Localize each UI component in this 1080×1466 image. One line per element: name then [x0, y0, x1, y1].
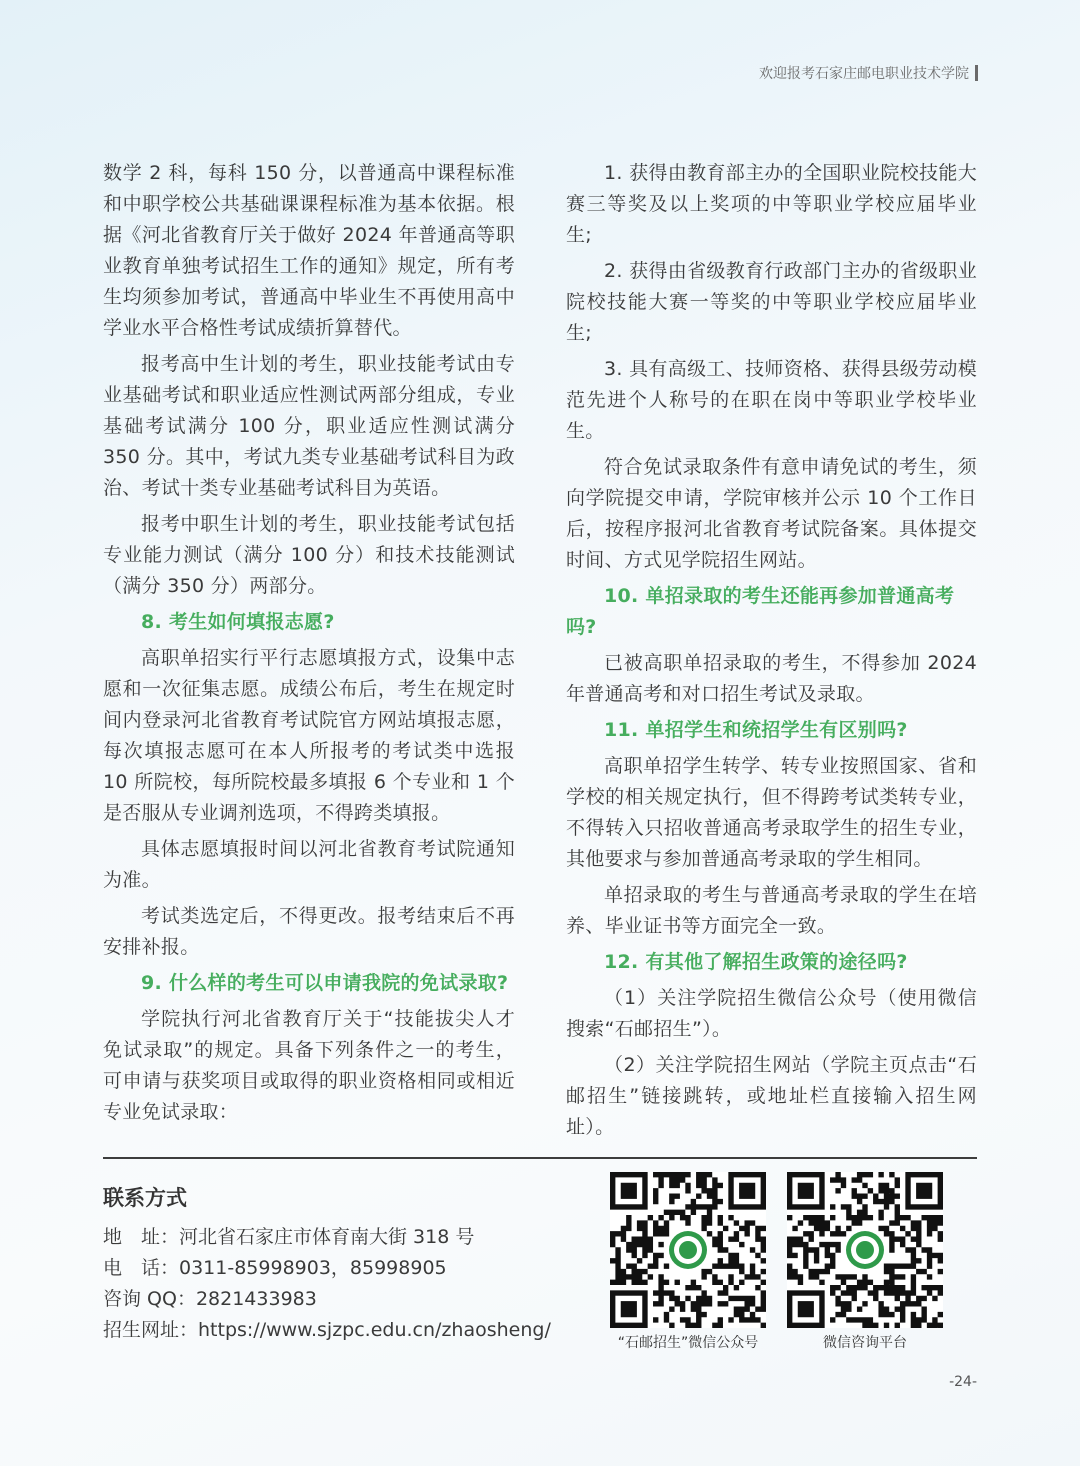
paragraph: 报考中职生计划的考生，职业技能考试包括专业能力测试（满分 100 分）和技术技能测试（满分 350 分）两部分。	[103, 513, 515, 597]
paragraph: 2. 获得由省级教育行政部门主办的省级职业院校技能大赛一等奖的中等职业学校应届毕业生;	[566, 260, 977, 344]
page-number: -24-	[949, 1374, 977, 1390]
paragraph: （1）关注学院招生微信公众号（使用微信搜索“石邮招生”）。	[566, 987, 977, 1040]
paragraph: 报考高中生计划的考生，职业技能考试由专业基础考试和职业适应性测试两部分组成，专业基础考试满分 100 分，职业适应性测试满分 350 分。其中，考试九类专业基础考试科目为政治、考试十类专业基础考试科目为英语。	[103, 353, 515, 499]
contact-section	[103, 1182, 583, 1346]
qr-caption-consult: 微信咨询平台	[823, 1335, 907, 1351]
section-heading: 9. 什么样的考生可以申请我院的免试录取?	[141, 972, 509, 994]
contact-address: 地 址：河北省石家庄市体育南大街 318 号	[103, 1226, 475, 1248]
paragraph: 单招录取的考生与普通高考录取的学生在培养、毕业证书等方面完全一致。	[566, 884, 977, 937]
paragraph: 1. 获得由教育部主办的全国职业院校技能大赛三等奖及以上奖项的中等职业学校应届毕业生;	[566, 162, 977, 246]
contact-title: 联系方式	[103, 1186, 187, 1210]
section-heading: 8. 考生如何填报志愿?	[141, 611, 335, 633]
paragraph: （2）关注学院招生网站（学院主页点击“石邮招生”链接跳转，或地址栏直接输入招生网址）。	[566, 1054, 977, 1138]
qr-caption-official: “石邮招生”微信公众号	[617, 1335, 759, 1351]
paragraph: 高职单招实行平行志愿填报方式，设集中志愿和一次征集志愿。成绩公布后，考生在规定时间内登录河北省教育考试院官方网站填报志愿，每次填报志愿可在本人所报考的考试类中选报 10 所院校，每所院校最多填报 6 个专业和 1 个是否服从专业调剂选项，不得跨类填报。	[103, 647, 515, 824]
section-heading: 10. 单招录取的考生还能再参加普通高考吗?	[566, 585, 955, 638]
paragraph: 考试类选定后，不得更改。报考结束后不再安排补报。	[103, 905, 515, 958]
section-divider	[103, 1157, 977, 1159]
section-heading: 11. 单招学生和统招学生有区别吗?	[604, 719, 908, 741]
paragraph: 学院执行河北省教育厅关于“技能拔尖人才免试录取”的规定。具备下列条件之一的考生，可申请与获奖项目或取得的职业资格相同或相近专业免试录取：	[103, 1008, 515, 1123]
header-bar	[975, 65, 978, 81]
paragraph: 已被高职单招录取的考生，不得参加 2024 年普通高考和对口招生考试及录取。	[566, 652, 977, 705]
paragraph: 高职单招学生转学、转专业按照国家、省和学校的相关规定执行，但不得跨考试类转专业，不得转入只招收普通高考录取学生的招生专业，其他要求与参加普通高考录取的学生相同。	[566, 755, 977, 870]
paragraph: 符合免试录取条件有意申请免试的考生，须向学院提交申请，学院审核并公示 10 个工作日后，按程序报河北省教育考试院备案。具体提交时间、方式见学院招生网站。	[566, 456, 977, 571]
paragraph: 具体志愿填报时间以河北省教育考试院通知为准。	[103, 838, 515, 891]
page-header	[759, 63, 978, 83]
section-heading: 12. 有其他了解招生政策的途径吗?	[604, 951, 908, 973]
right-column	[566, 158, 977, 1148]
contact-qq: 咨询 QQ：2821433983	[103, 1288, 317, 1310]
paragraph: 3. 具有高级工、技师资格、获得县级劳动模范先进个人称号的在职在岗中等职业学校毕业生。	[566, 358, 977, 442]
wechat-official-qr-code	[610, 1172, 766, 1328]
contact-website[interactable]: 招生网址：https://www.sjzpc.edu.cn/zhaosheng/	[103, 1319, 551, 1341]
qr-pattern	[787, 1172, 943, 1328]
paragraph: 数学 2 科，每科 150 分，以普通高中课程标准和中职学校公共基础课课程标准为基本依据。根据《河北省教育厅关于做好 2024 年普通高等职业教育单独考试招生工作的通知》规定，所有考生均须参加考试，普通高中毕业生不再使用高中学业水平合格性考试成绩折算替代。	[103, 162, 515, 339]
left-column	[103, 158, 515, 1133]
contact-phone: 电 话：0311-85998903，85998905	[103, 1257, 447, 1279]
wechat-consult-qr-code	[787, 1172, 943, 1328]
qr-pattern	[610, 1172, 766, 1328]
header-title: 欢迎报考石家庄邮电职业技术学院	[759, 66, 969, 82]
